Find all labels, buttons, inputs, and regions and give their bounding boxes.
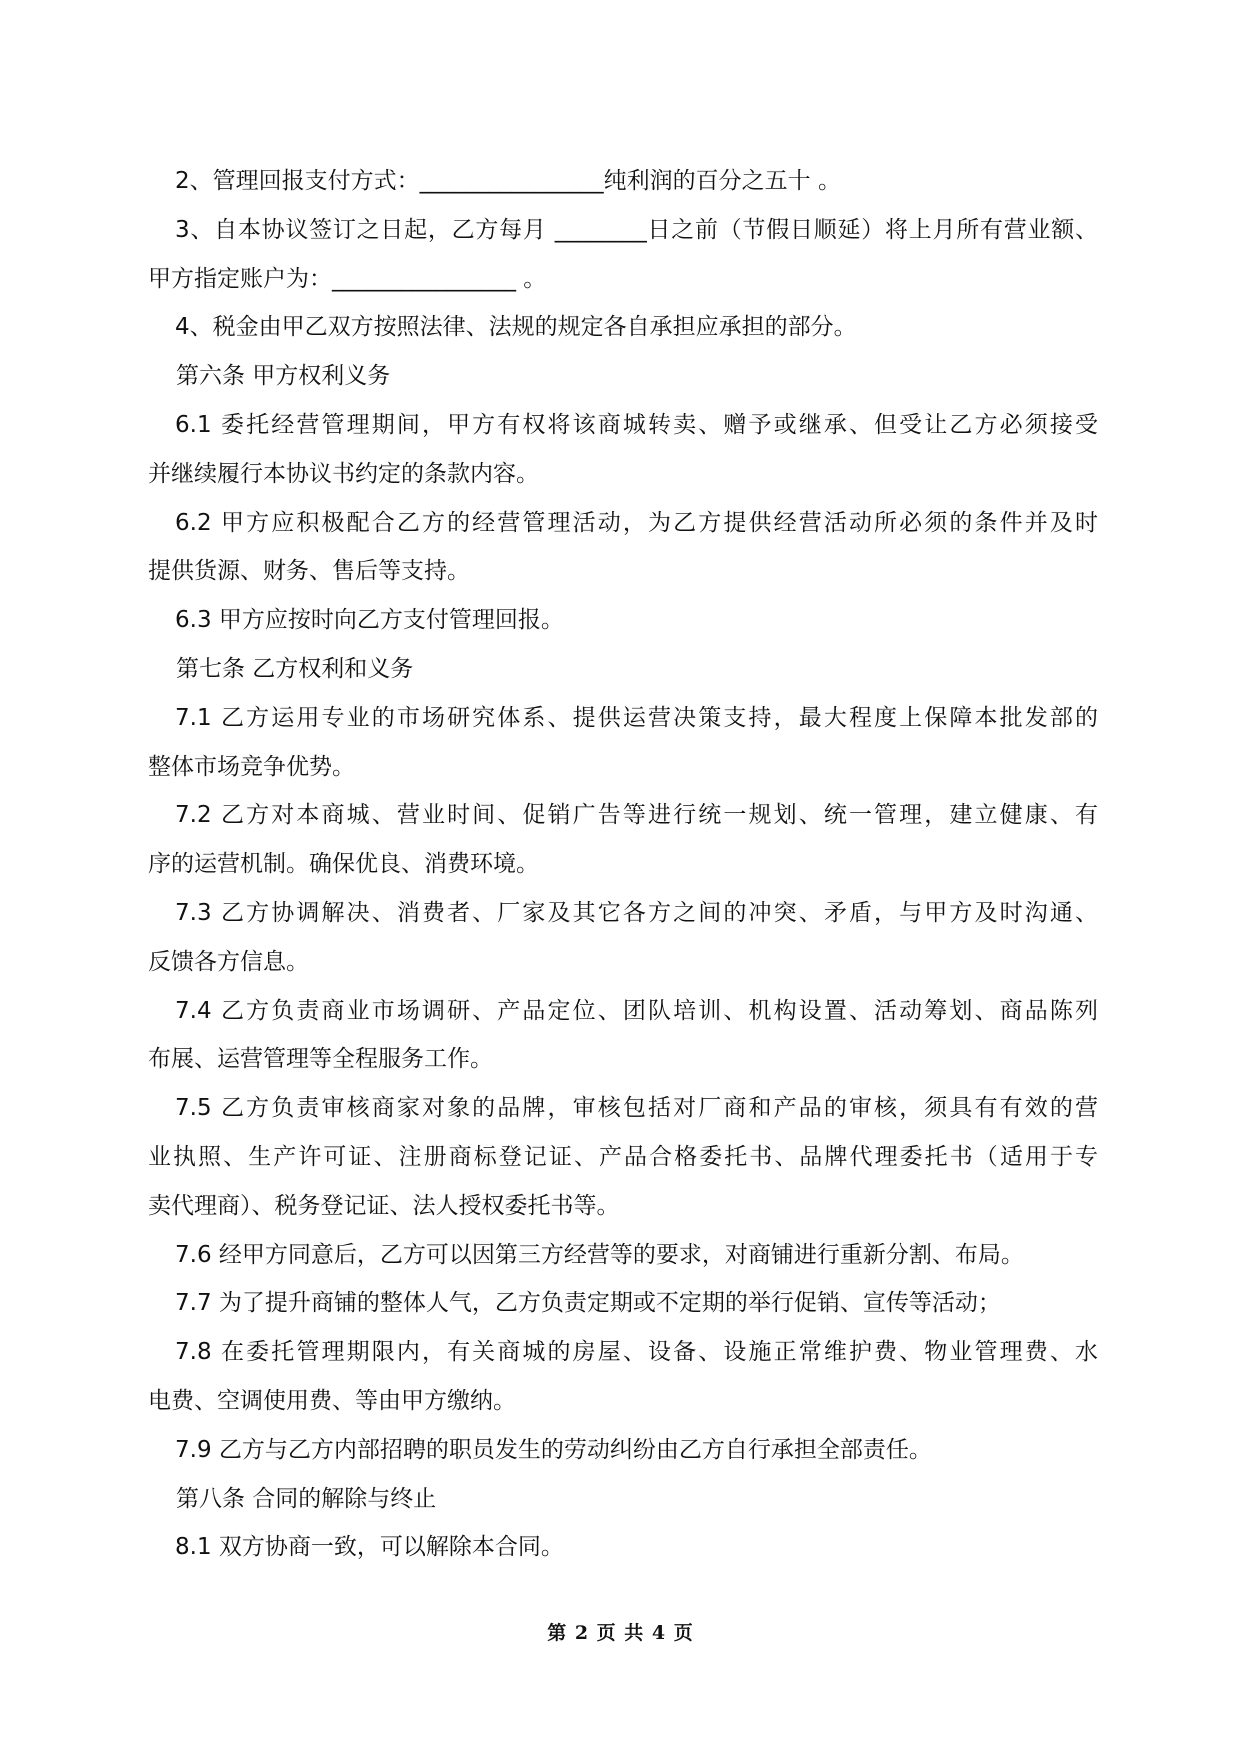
text-line: 布展、运营管理等全程服务工作。	[148, 1046, 493, 1073]
text-line: 7.7 为了提升商铺的整体人气，乙方负责定期或不定期的举行促销、宣传等活动；	[175, 1290, 1001, 1317]
text-line: 7.8 在委托管理期限内，有关商城的房屋、设备、设施正常维护费、物业管理费、水	[175, 1339, 1098, 1366]
section-heading: 第八条 合同的解除与终止	[176, 1485, 437, 1512]
text-line: 并继续履行本协议书约定的条款内容。	[148, 460, 539, 487]
text-line: 7.3 乙方协调解决、消费者、厂家及其它各方之间的冲突、矛盾，与甲方及时沟通、	[175, 899, 1098, 926]
text-line: 提供货源、财务、售后等支持。	[148, 558, 470, 585]
text-line: 电费、空调使用费、等由甲方缴纳。	[148, 1387, 516, 1414]
text-line: 6.3 甲方应按时向乙方支付管理回报。	[175, 607, 564, 634]
text-line: 6.1 委托经营管理期间，甲方有权将该商城转卖、赠予或继承、但受让乙方必须接受	[175, 411, 1098, 438]
text-line: 7.5 乙方负责审核商家对象的品牌，审核包括对厂商和产品的审核，须具有有效的营	[175, 1095, 1098, 1122]
text-line: 6.2 甲方应积极配合乙方的经营管理活动，为乙方提供经营活动所必须的条件并及时	[175, 509, 1098, 536]
text-line: 8.1 双方协商一致，可以解除本合同。	[175, 1534, 564, 1561]
document-body	[148, 157, 1098, 1572]
section-heading: 第六条 甲方权利义务	[176, 363, 391, 390]
text-line: 7.1 乙方运用专业的市场研究体系、提供运营决策支持，最大程度上保障本批发部的	[175, 704, 1098, 731]
text-line: 序的运营机制。确保优良、消费环境。	[148, 851, 539, 878]
text-line: 4、税金由甲乙双方按照法律、法规的规定各自承担应承担的部分。	[175, 314, 857, 341]
text-line: 7.4 乙方负责商业市场调研、产品定位、团队培训、机构设置、活动筹划、商品陈列	[175, 997, 1098, 1024]
text-line: 2、管理回报支付方式：________________纯利润的百分之五十 。	[175, 168, 841, 194]
section-heading: 第七条 乙方权利和义务	[176, 655, 414, 682]
text-line: 7.9 乙方与乙方内部招聘的职员发生的劳动纠纷由乙方自行承担全部责任。	[175, 1436, 932, 1463]
text-line: 卖代理商）、税务登记证、法人授权委托书等。	[148, 1192, 620, 1219]
text-line: 反馈各方信息。	[148, 948, 309, 975]
text-line: 业执照、生产许可证、注册商标登记证、产品合格委托书、品牌代理委托书（适用于专	[148, 1143, 1098, 1170]
page-number-footer: 第 2 页 共 4 页	[547, 1622, 694, 1644]
text-line: 整体市场竞争优势。	[148, 753, 355, 780]
text-line: 3、自本协议签订之日起，乙方每月 ________日之前（节假日顺延）将上月所有营业额、	[175, 216, 1098, 243]
text-line: 甲方指定账户为：________________ 。	[148, 265, 547, 292]
text-line: 7.2 乙方对本商城、营业时间、促销广告等进行统一规划、统一管理，建立健康、有	[175, 802, 1098, 829]
text-line: 7.6 经甲方同意后，乙方可以因第三方经营等的要求，对商铺进行重新分割、布局。	[175, 1241, 1024, 1268]
